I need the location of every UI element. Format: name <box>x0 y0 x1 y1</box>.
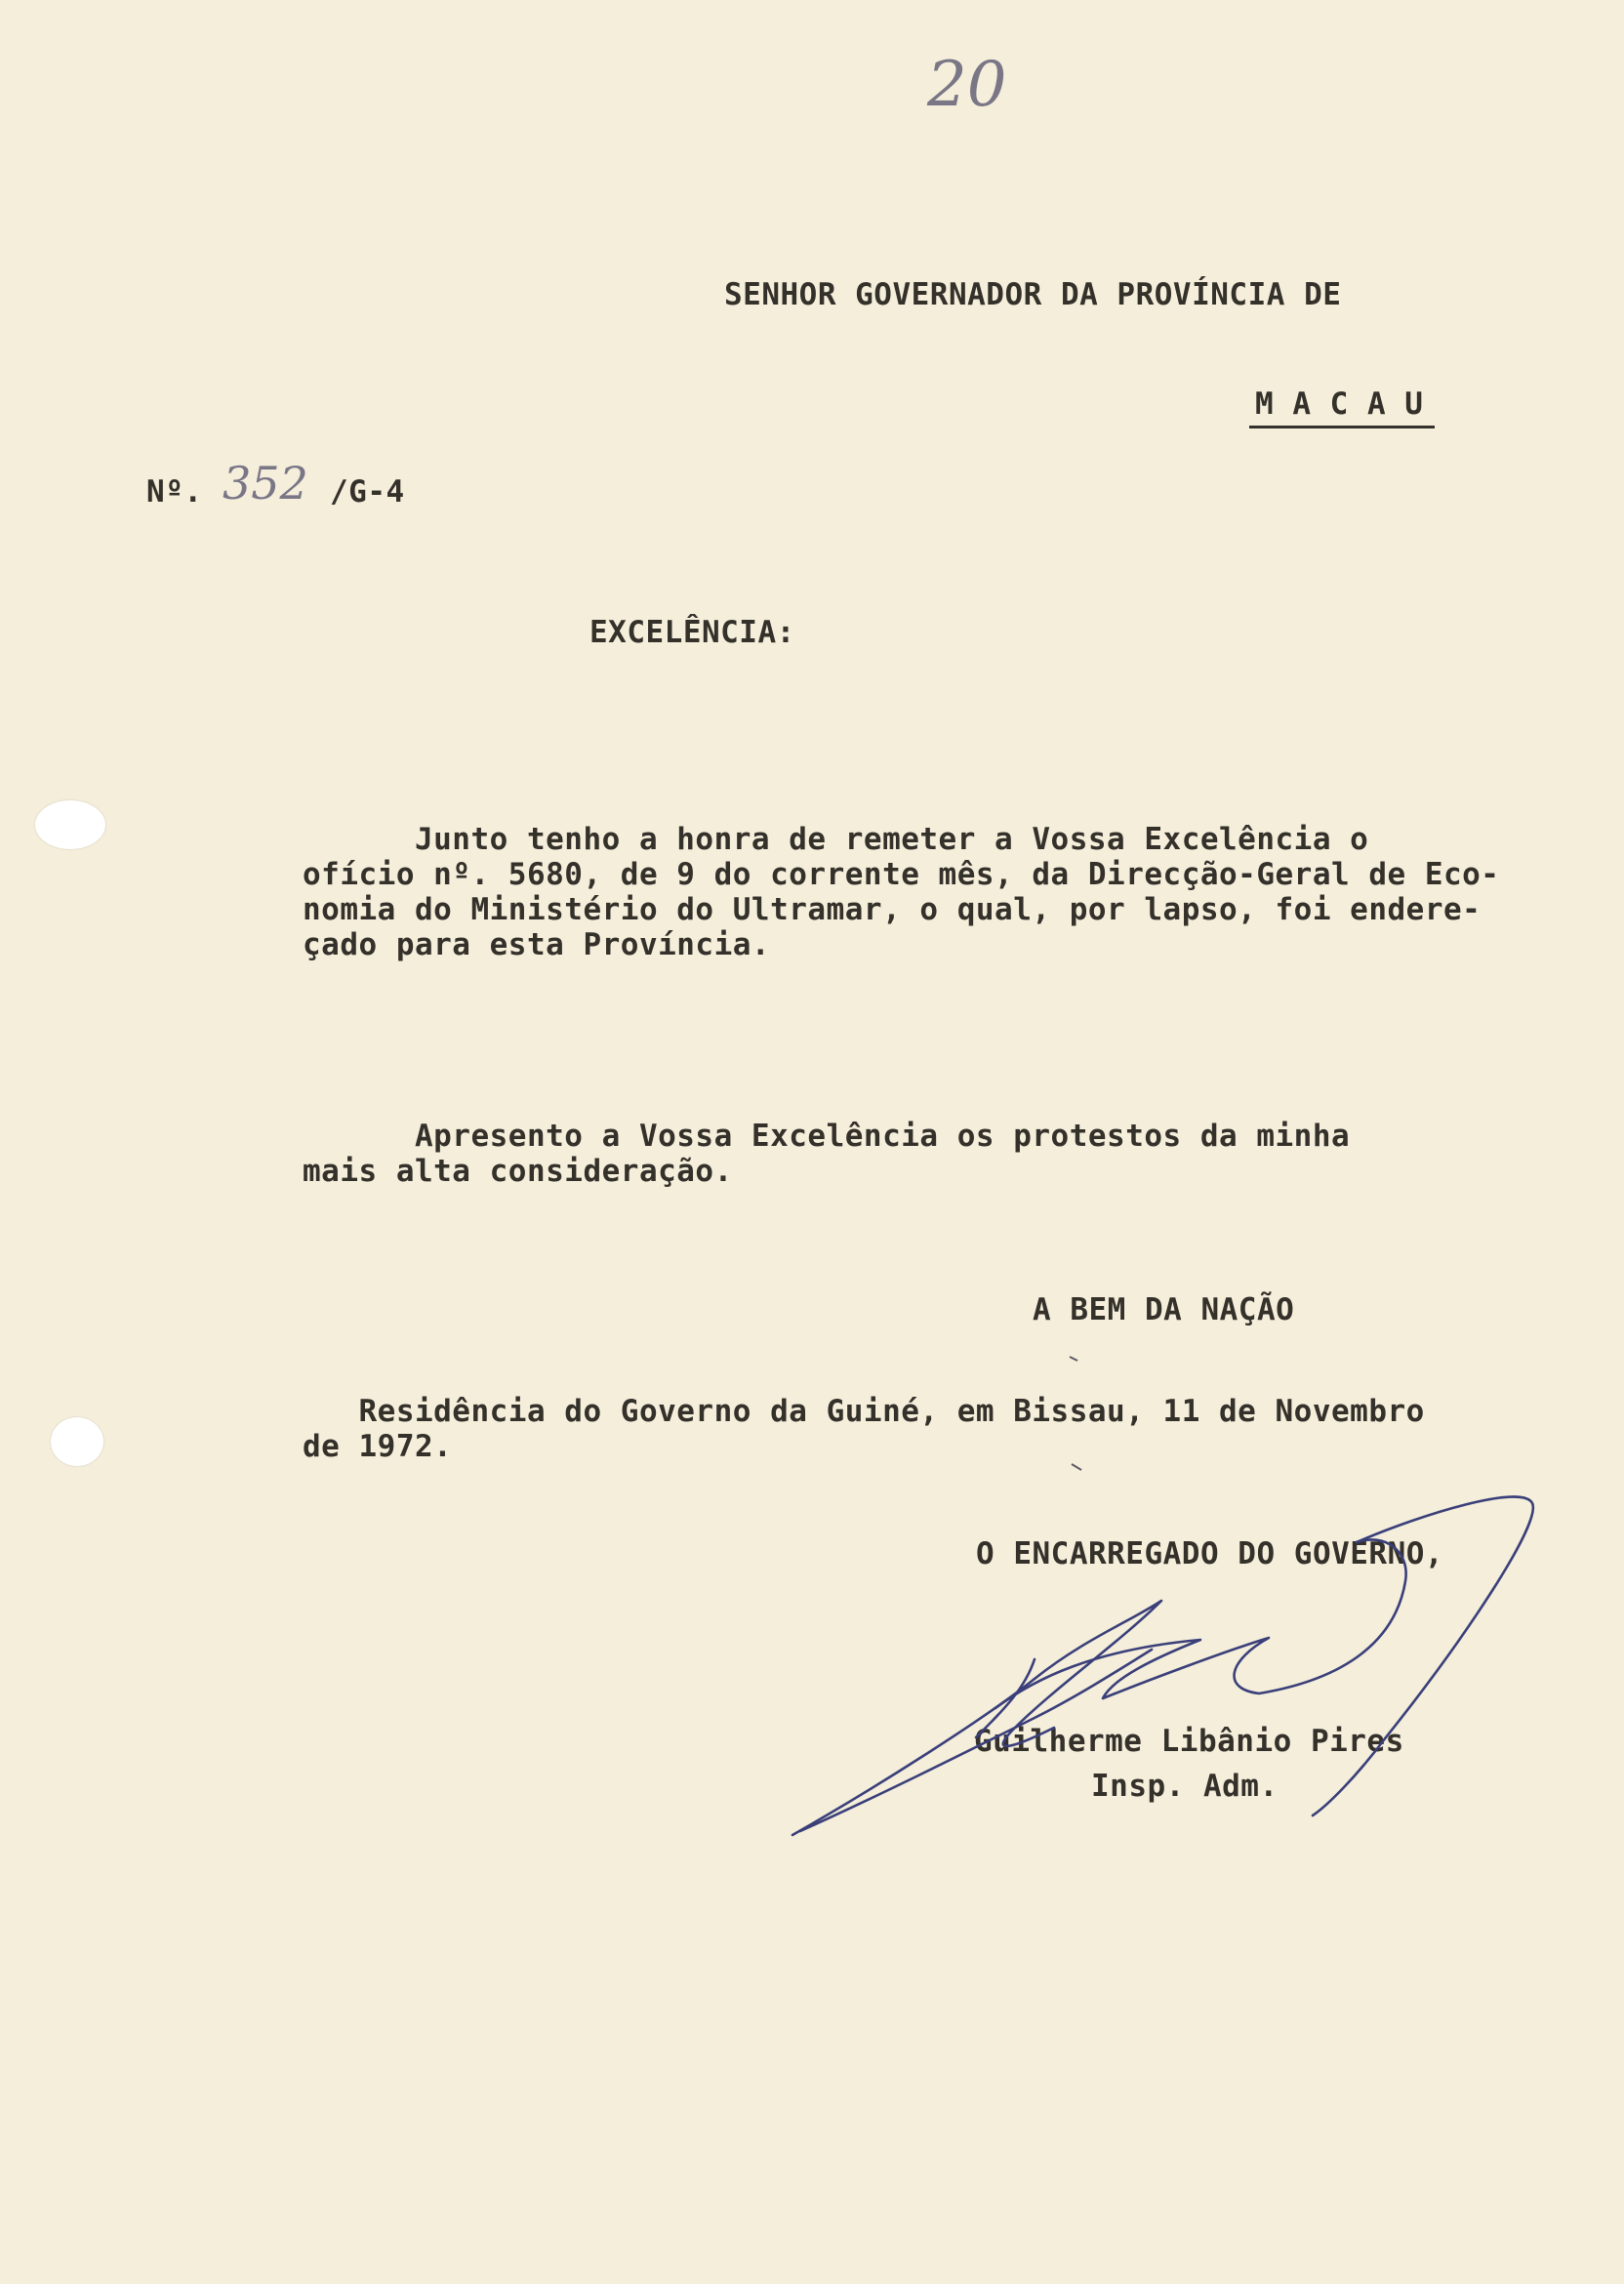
signatory-title: O ENCARREGADO DO GOVERNO, <box>976 1536 1444 1571</box>
body-p2-line2: mais alta consideração. <box>303 1154 733 1189</box>
body-paragraph-1 <box>303 822 1532 962</box>
date-line2: de 1972. <box>303 1429 453 1464</box>
body-paragraph-2 <box>303 1119 1532 1189</box>
signatory-role: Insp. Adm. <box>1091 1769 1279 1804</box>
punch-hole-bottom <box>51 1417 103 1466</box>
signatory-name: Guilherme Libânio Pires <box>974 1724 1404 1759</box>
addressee-line2: M A C A U <box>1249 387 1435 428</box>
body-p1-line1: Junto tenho a honra de remeter a Vossa Excelência o <box>303 822 1369 857</box>
reference-suffix: /G-4 <box>330 474 405 510</box>
page-number: 20 <box>927 49 1007 121</box>
body-p1-line2: ofício nº. 5680, de 9 do corrente mês, da Direcção-Geral de Eco- <box>303 857 1500 892</box>
addressee-line1: SENHOR GOVERNADOR DA PROVÍNCIA DE <box>724 277 1342 312</box>
closing: A BEM DA NAÇÃO <box>1033 1292 1295 1327</box>
body-p2-line1: Apresento a Vossa Excelência os protestos da minha <box>303 1119 1351 1154</box>
reference-prefix: Nº. <box>146 474 203 510</box>
date-line1: Residência do Governo da Guiné, em Bissau, 11 de Novembro <box>303 1394 1425 1429</box>
body-p1-line4: çado para esta Província. <box>303 927 771 962</box>
date-line <box>303 1394 1532 1464</box>
punch-hole-top <box>35 800 105 849</box>
salutation: EXCELÊNCIA: <box>589 615 795 650</box>
reference-handwritten-number: 352 <box>223 457 308 510</box>
body-p1-line3: nomia do Ministério do Ultramar, o qual, por lapso, foi endere- <box>303 892 1482 927</box>
